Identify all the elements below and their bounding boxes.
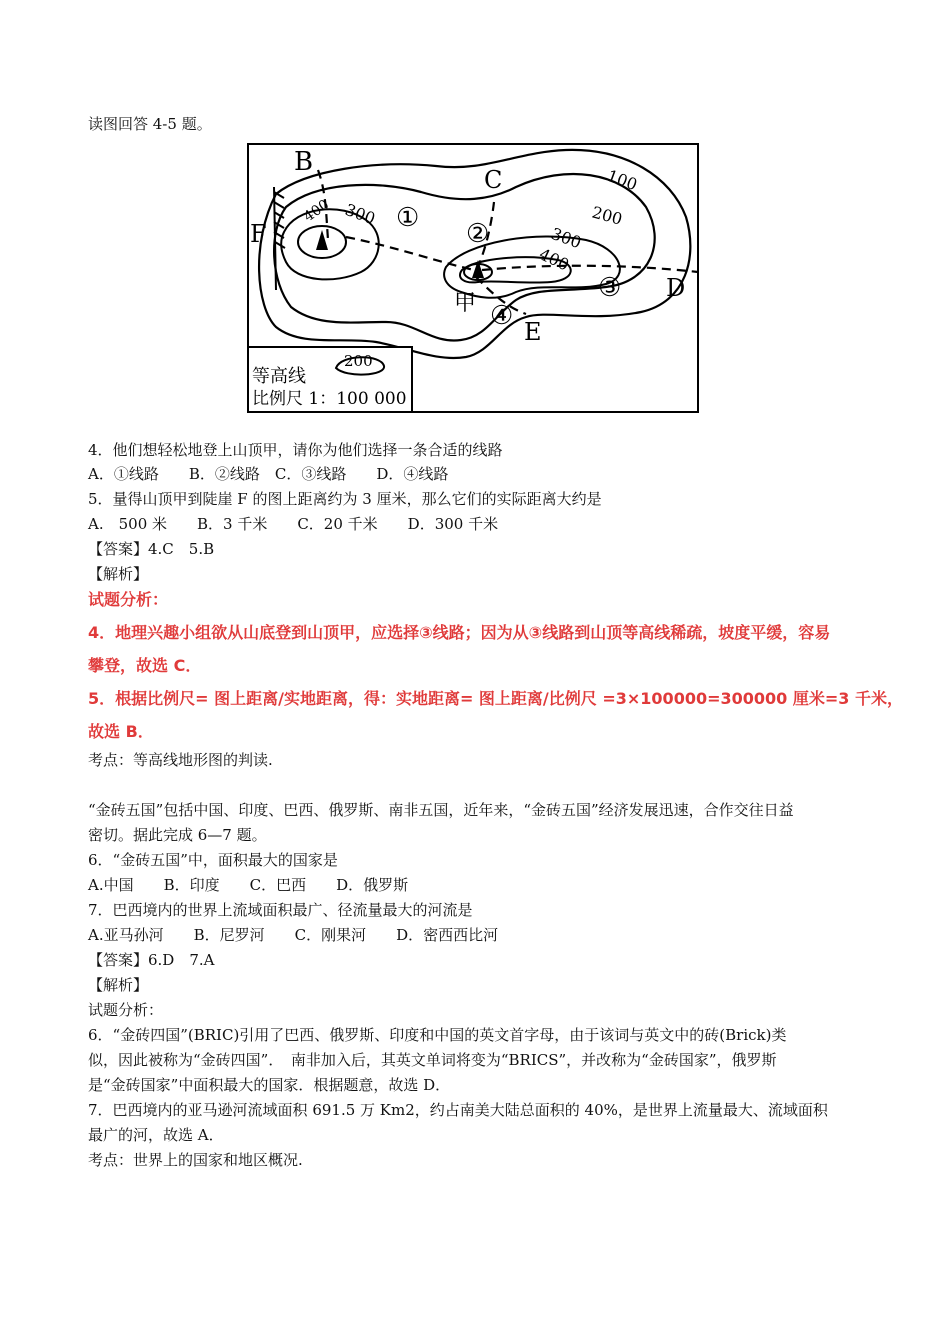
q5-options: A. 500 米 B．3 千米 C．20 千米 D．300 千米 [88, 515, 499, 533]
q6-question: 6．“金砖五国”中，面积最大的国家是 [88, 851, 338, 869]
explanation-6-line3: 是“金砖国家”中面积最大的国家．根据题意，故选 D． [88, 1076, 451, 1094]
q4-question: 4．他们想轻松地登上山顶甲，请你为他们选择一条合适的线路 [88, 441, 503, 459]
q7-question: 7．巴西境内的世界上流域面积最广、径流量最大的河流是 [88, 901, 473, 919]
label-c300-west: 300 [342, 199, 378, 229]
exam-heading-1: 试题分析： [88, 590, 169, 609]
label-route-3: ③ [598, 273, 622, 303]
label-route-2: ② [466, 219, 490, 249]
exam-heading-2: 试题分析： [88, 1001, 164, 1019]
intro2-line2: 密切。据此完成 6—7 题。 [88, 826, 267, 844]
label-B: B [294, 147, 314, 177]
legend-contour-label: 等高线 [252, 366, 306, 387]
analysis-heading-2: 【解析】 [88, 976, 149, 994]
explanation-7-line1: 7．巴西境内的亚马逊河流域面积 691.5 万 Km2，约占南美大陆总面积的 40%，是世界上流量最大、流域面积 [88, 1101, 828, 1119]
answer-6-7: 【答案】6.D 7.A [88, 951, 215, 969]
label-c400-east: 400 [536, 244, 573, 275]
legend-contour-value: 200 [344, 352, 373, 370]
label-c300-east: 300 [548, 223, 584, 253]
legend-scale: 比例尺 1：100 000 [252, 389, 407, 409]
q7-options: A.亚马孙河 B．尼罗河 C．刚果河 D．密西西比河 [88, 926, 499, 944]
label-jia: 甲 [454, 291, 477, 316]
label-c400-west: 400 [301, 196, 333, 226]
explanation-6-line1: 6．“金砖四国”(BRIC)引用了巴西、俄罗斯、印度和中国的英文首字母，由于该词与英文中的砖(Brick)类 [88, 1026, 787, 1044]
label-E: E [524, 318, 542, 346]
explanation-4-line2: 攀登，故选 C． [88, 656, 202, 675]
label-c200: 200 [589, 202, 625, 229]
label-route-1: ① [396, 203, 420, 233]
label-C: C [484, 166, 503, 194]
label-D: D [666, 274, 686, 302]
kaodian-1: 考点：等高线地形图的判读. [88, 751, 273, 769]
contour-map [246, 142, 700, 414]
explanation-4-line1: 4．地理兴趣小组欲从山底登到山顶甲，应选择③线路；因为从③线路到山顶等高线稀疏，坡度平缓，容易 [88, 623, 831, 642]
intro-text: 读图回答 4-5 题。 [88, 115, 212, 133]
kaodian-2: 考点：世界上的国家和地区概况. [88, 1151, 303, 1169]
q5-question: 5．量得山顶甲到陡崖 F 的图上距离约为 3 厘米，那么它们的实际距离大约是 [88, 490, 602, 508]
explanation-6-line2: 似，因此被称为“金砖四国”． 南非加入后，其英文单词将变为“BRICS”，并改称为“金砖国家”，俄罗斯 [88, 1051, 777, 1069]
label-c100: 100 [604, 165, 640, 195]
intro2-line1: “金砖五国”包括中国、印度、巴西、俄罗斯、南非五国，近年来，“金砖五国”经济发展迅速，合作交往日益 [88, 801, 794, 819]
explanation-5-line1: 5．根据比例尺= 图上距离/实地距离，得：实地距离= 图上距离/比例尺 =3×100000=300000 厘米=3 千米， [88, 689, 903, 708]
explanation-5-line2: 故选 B． [88, 722, 154, 741]
q4-options: A．①线路 B．②线路 C．③线路 D．④线路 [88, 465, 449, 483]
label-route-4: ④ [490, 301, 514, 331]
explanation-7-line2: 最广的河，故选 A． [88, 1126, 224, 1144]
answer-4-5: 【答案】4.C 5.B [88, 540, 215, 558]
analysis-heading-1: 【解析】 [88, 565, 149, 583]
q6-options: A.中国 B．印度 C．巴西 D．俄罗斯 [88, 876, 409, 894]
label-F: F [250, 220, 267, 248]
